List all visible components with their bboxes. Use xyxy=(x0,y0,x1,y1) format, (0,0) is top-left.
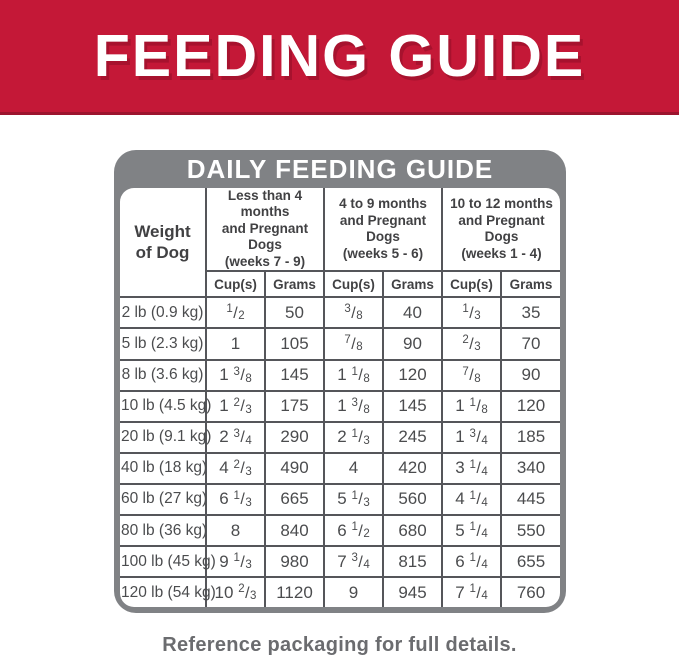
cups-header-2: Cup(s) xyxy=(324,271,383,297)
amount-cell: 665 xyxy=(265,484,324,515)
group0-line2: and Pregnant Dogs xyxy=(221,220,309,253)
amount-cell: 760 xyxy=(501,577,560,607)
amount-cell: 35 xyxy=(501,297,560,328)
amount-cell: 6 $^1$/2 xyxy=(324,515,383,546)
amount-cell: 120 xyxy=(383,360,442,391)
table-row xyxy=(120,391,560,422)
amount-cell: $^1$/2 xyxy=(206,297,265,328)
weight-of-dog-header xyxy=(120,188,206,297)
amount-cell: 105 xyxy=(265,328,324,359)
weight-header-line2: of Dog xyxy=(135,243,190,263)
amount-cell: 1 $^1$/8 xyxy=(442,391,501,422)
group1-line2: and Pregnant Dogs xyxy=(339,212,427,245)
amount-cell: 655 xyxy=(501,546,560,577)
amount-cell: $^1$/3 xyxy=(442,297,501,328)
amount-cell: 9 $^1$/3 xyxy=(206,546,265,577)
banner-title: FEEDING GUIDE xyxy=(93,23,586,89)
amount-cell: 185 xyxy=(501,422,560,453)
table-row xyxy=(120,422,560,453)
amount-cell: 490 xyxy=(265,453,324,484)
weight-cell: 40 lb (18 kg) xyxy=(120,453,206,484)
amount-cell: 840 xyxy=(265,515,324,546)
amount-cell: 680 xyxy=(383,515,442,546)
amount-cell: 175 xyxy=(265,391,324,422)
grams-header-1: Grams xyxy=(265,271,324,297)
amount-cell: 420 xyxy=(383,453,442,484)
amount-cell: 1 $^3$/4 xyxy=(442,422,501,453)
amount-cell: $^2$/3 xyxy=(442,328,501,359)
group-header-row xyxy=(120,188,560,271)
group1-line3: (weeks 5 - 6) xyxy=(342,245,424,261)
weight-cell: 20 lb (9.1 kg) xyxy=(120,422,206,453)
amount-cell: 1 $^3$/8 xyxy=(206,360,265,391)
daily-feeding-guide-card xyxy=(114,150,566,613)
amount-cell: 2 $^3$/4 xyxy=(206,422,265,453)
group0-line1: Less than 4 months xyxy=(227,188,303,220)
amount-cell: 90 xyxy=(501,360,560,391)
amount-cell: 8 xyxy=(206,515,265,546)
group-header-10-to-12-months xyxy=(442,188,560,271)
card-title: DAILY FEEDING GUIDE xyxy=(186,154,494,184)
feeding-guide-banner xyxy=(0,0,679,115)
amount-cell: 980 xyxy=(265,546,324,577)
cups-header-3: Cup(s) xyxy=(442,271,501,297)
table-row xyxy=(120,360,560,391)
feeding-rows xyxy=(120,297,560,607)
amount-cell: 1 $^2$/3 xyxy=(206,391,265,422)
amount-cell: 7 $^3$/4 xyxy=(324,546,383,577)
weight-cell: 5 lb (2.3 kg) xyxy=(120,328,206,359)
reference-note: Reference packaging for full details. xyxy=(162,634,517,656)
group0-line3: (weeks 7 - 9) xyxy=(224,253,306,269)
group-header-under-4-months xyxy=(206,188,324,271)
table-row xyxy=(120,297,560,328)
amount-cell: 4 $^1$/4 xyxy=(442,484,501,515)
amount-cell: 1 $^1$/8 xyxy=(324,360,383,391)
weight-header-line1: Weight xyxy=(134,221,191,241)
amount-cell: 1120 xyxy=(265,577,324,607)
table-row xyxy=(120,484,560,515)
amount-cell: 4 xyxy=(324,453,383,484)
amount-cell: 560 xyxy=(383,484,442,515)
amount-cell: 50 xyxy=(265,297,324,328)
weight-cell: 8 lb (3.6 kg) xyxy=(120,360,206,391)
weight-cell: 120 lb (54 kg) xyxy=(120,577,206,607)
amount-cell: 945 xyxy=(383,577,442,607)
amount-cell: 5 $^1$/4 xyxy=(442,515,501,546)
weight-cell: 80 lb (36 kg) xyxy=(120,515,206,546)
amount-cell: 10 $^2$/3 xyxy=(206,577,265,607)
group2-line1: 10 to 12 months xyxy=(450,196,553,212)
weight-cell: 100 lb (45 kg) xyxy=(120,546,206,577)
amount-cell: 9 xyxy=(324,577,383,607)
amount-cell: 340 xyxy=(501,453,560,484)
table-row xyxy=(120,453,560,484)
amount-cell: 145 xyxy=(383,391,442,422)
amount-cell: 5 $^1$/3 xyxy=(324,484,383,515)
amount-cell: 145 xyxy=(265,360,324,391)
weight-cell: 2 lb (0.9 kg) xyxy=(120,297,206,328)
amount-cell: 7 $^1$/4 xyxy=(442,577,501,607)
amount-cell: 120 xyxy=(501,391,560,422)
amount-cell: 70 xyxy=(501,328,560,359)
table-row xyxy=(120,577,560,607)
grams-header-2: Grams xyxy=(383,271,442,297)
amount-cell: 4 $^2$/3 xyxy=(206,453,265,484)
amount-cell: 40 xyxy=(383,297,442,328)
cups-header-1: Cup(s) xyxy=(206,271,265,297)
weight-cell: 60 lb (27 kg) xyxy=(120,484,206,515)
table-row xyxy=(120,546,560,577)
amount-cell: 815 xyxy=(383,546,442,577)
group2-line2: and Pregnant Dogs xyxy=(458,212,545,245)
group2-line3: (weeks 1 - 4) xyxy=(461,245,542,261)
group-header-4-to-9-months xyxy=(324,188,442,271)
amount-cell: 290 xyxy=(265,422,324,453)
amount-cell: 2 $^1$/3 xyxy=(324,422,383,453)
amount-cell: 445 xyxy=(501,484,560,515)
grams-header-3: Grams xyxy=(501,271,560,297)
feeding-table xyxy=(120,188,560,607)
amount-cell: $^7$/8 xyxy=(442,360,501,391)
table-row xyxy=(120,328,560,359)
amount-cell: 3 $^1$/4 xyxy=(442,453,501,484)
group1-line1: 4 to 9 months xyxy=(339,196,427,212)
amount-cell: 6 $^1$/4 xyxy=(442,546,501,577)
amount-cell: $^7$/8 xyxy=(324,328,383,359)
feeding-table-wrap xyxy=(120,188,560,607)
amount-cell: 6 $^1$/3 xyxy=(206,484,265,515)
amount-cell: 1 $^3$/8 xyxy=(324,391,383,422)
table-row xyxy=(120,515,560,546)
amount-cell: 550 xyxy=(501,515,560,546)
amount-cell: 90 xyxy=(383,328,442,359)
amount-cell: 1 xyxy=(206,328,265,359)
weight-cell: 10 lb (4.5 kg) xyxy=(120,391,206,422)
amount-cell: $^3$/8 xyxy=(324,297,383,328)
amount-cell: 245 xyxy=(383,422,442,453)
